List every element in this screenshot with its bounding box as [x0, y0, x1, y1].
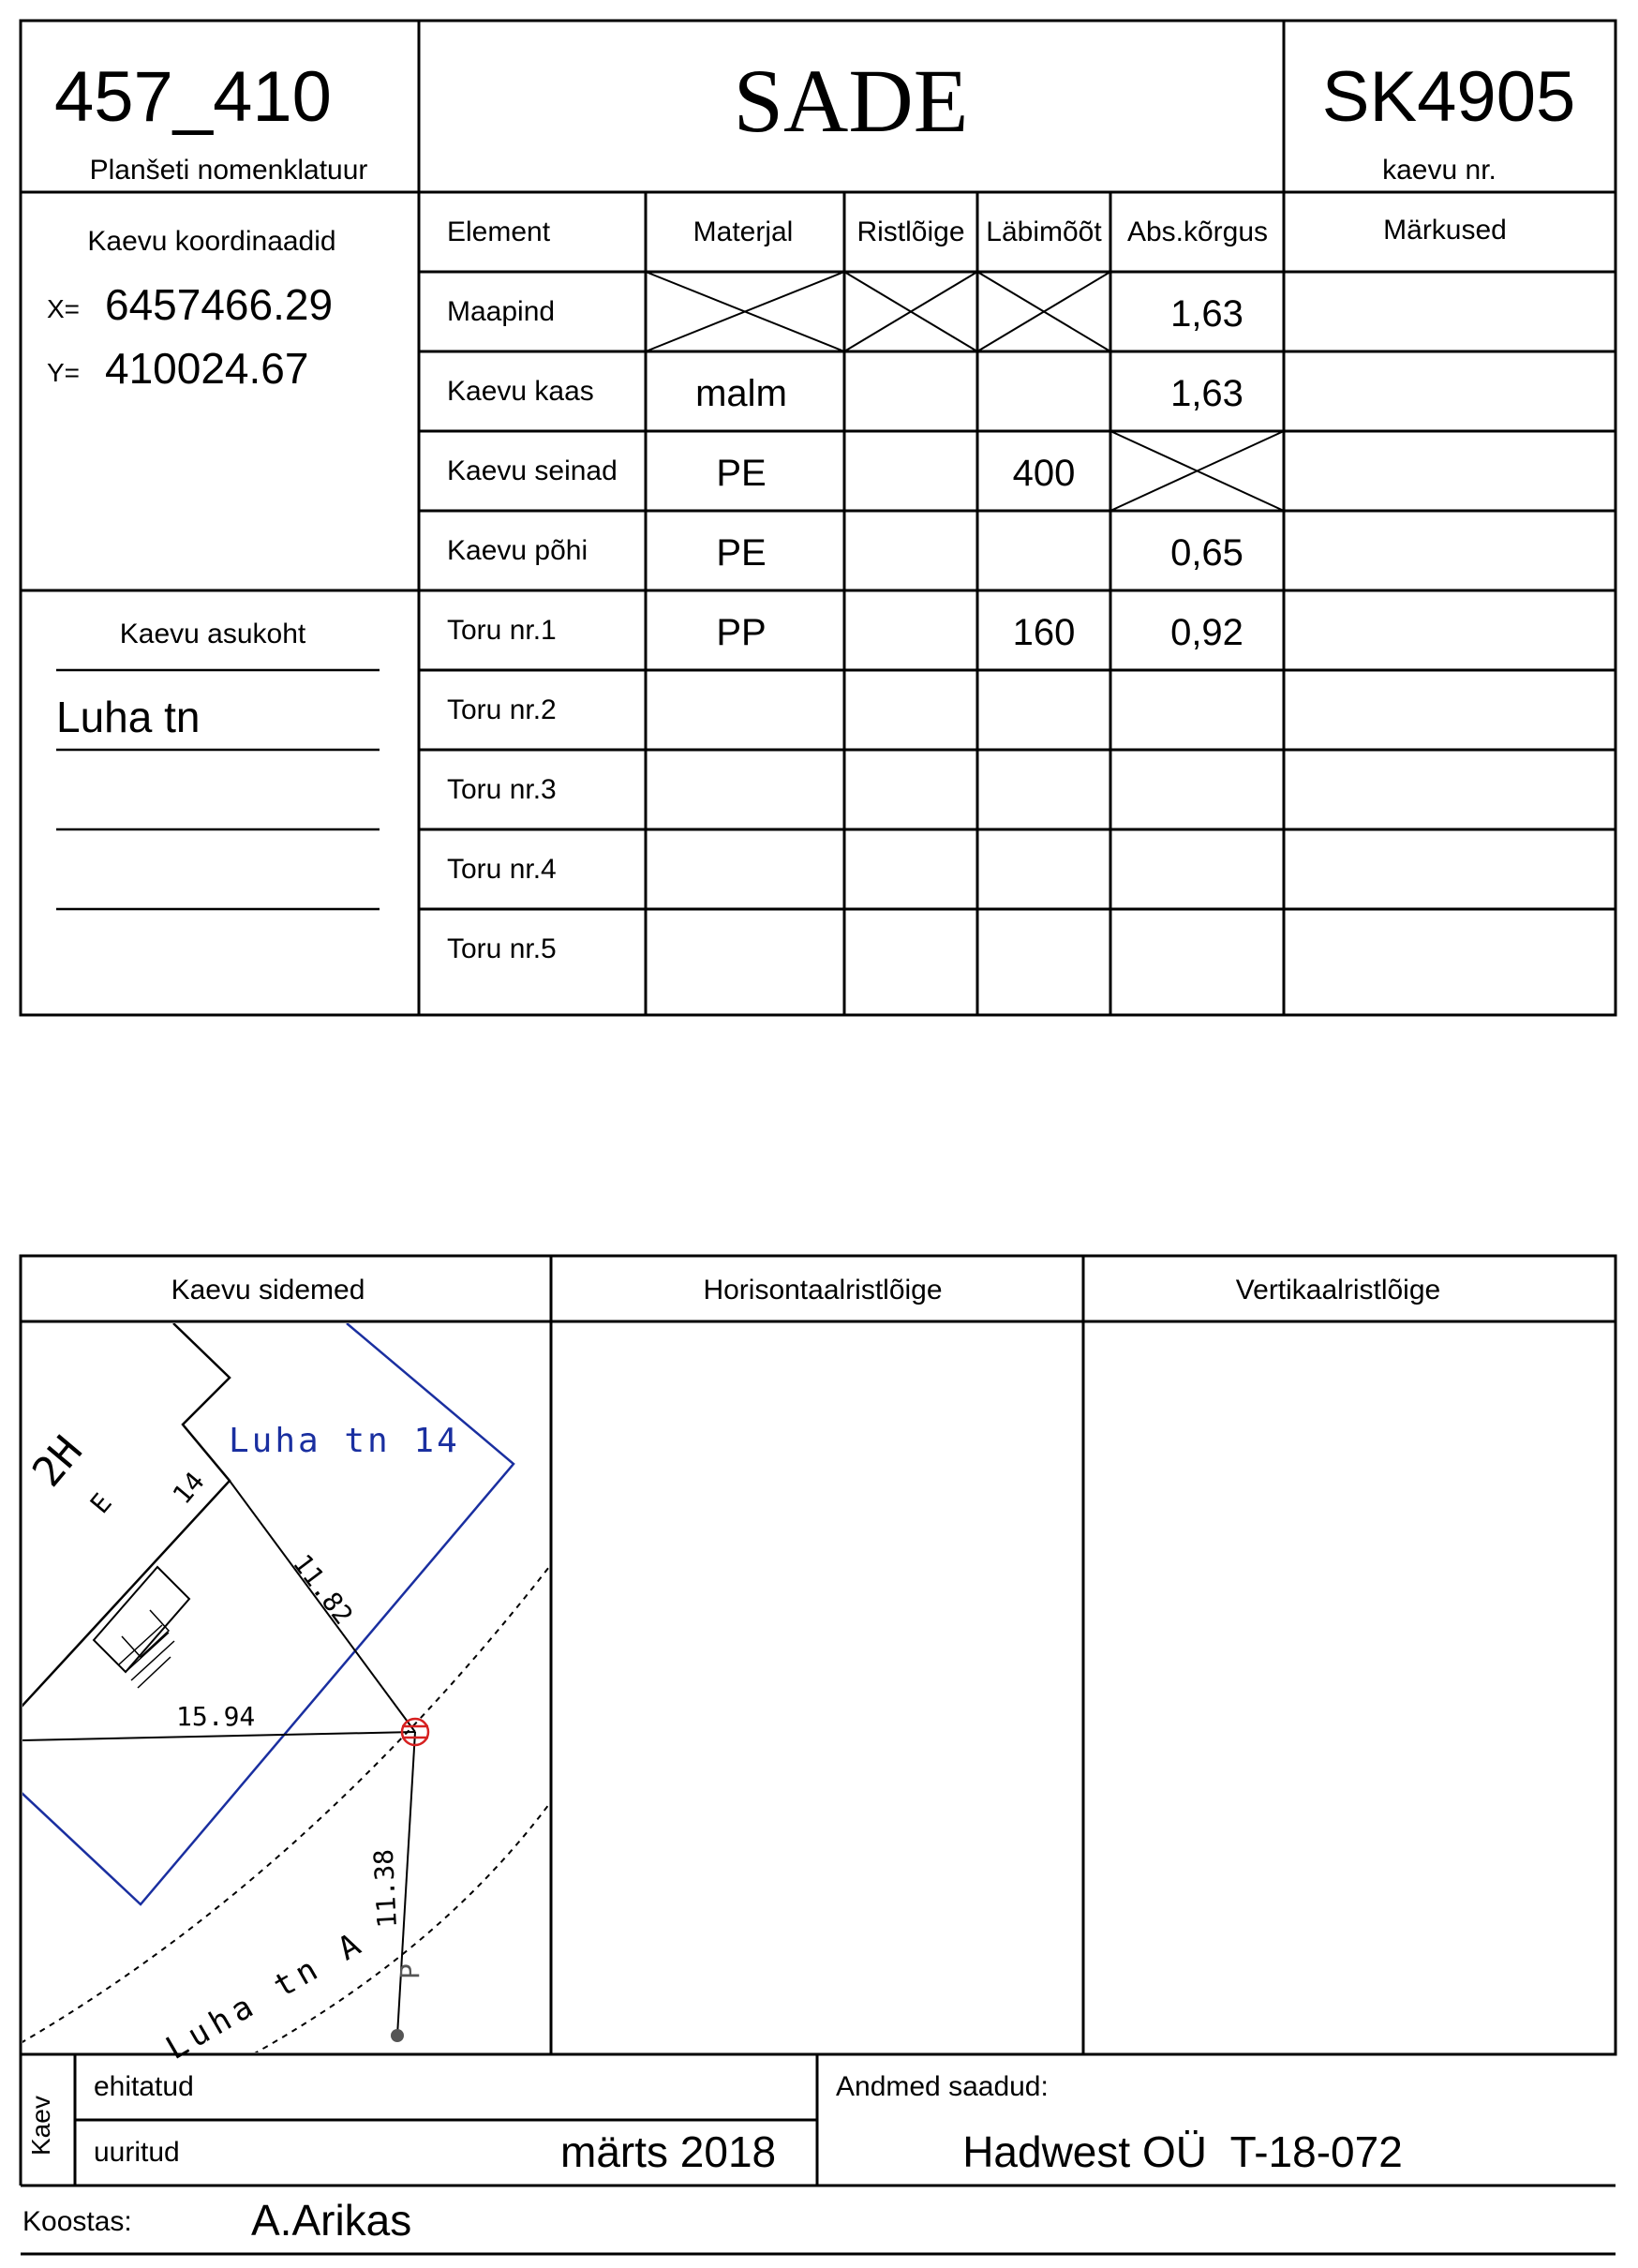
row-element: Toru nr.1 — [447, 615, 557, 646]
sheet-caption: Planšeti nomenklatuur — [89, 155, 368, 186]
source-label: Andmed saadud: — [836, 2071, 1049, 2102]
dimension-1: 11.82 — [287, 1548, 360, 1631]
y-value: 410024.67 — [105, 344, 309, 393]
row-abs-height: 0,65 — [1170, 532, 1243, 574]
dimension-3: 11.38 — [367, 1848, 403, 1930]
row-abs-height: 0,92 — [1170, 612, 1243, 653]
row-element: Kaevu kaas — [447, 376, 594, 407]
row-abs-height: 1,63 — [1170, 293, 1243, 335]
row-abs-height: 1,63 — [1170, 373, 1243, 414]
col-header-abs-height: Abs.kõrgus — [1126, 216, 1269, 247]
location-line-1: Luha tn — [56, 693, 201, 741]
row-element: Toru nr.3 — [447, 774, 557, 805]
row-element: Toru nr.5 — [447, 933, 557, 964]
col-header-diameter: Läbimõõt — [986, 216, 1102, 247]
row-material: malm — [695, 373, 787, 414]
row-element: Toru nr.2 — [447, 694, 557, 725]
row-diameter: 400 — [1012, 453, 1076, 494]
col-header-element: Element — [447, 216, 551, 247]
author-label: Koostas: — [22, 2206, 132, 2237]
x-label: X= — [47, 294, 81, 323]
street-label: Luha tn A — [159, 1923, 372, 2068]
author-value: A.Arikas — [251, 2196, 412, 2245]
street-sub-label: P — [395, 1963, 425, 1979]
dimension-2: 15.94 — [176, 1701, 256, 1732]
surveyed-label: uuritud — [94, 2137, 180, 2168]
source-value: Hadwest OÜ T-18-072 — [962, 2127, 1403, 2176]
lower-frame — [21, 1256, 1616, 2054]
row-material: PE — [716, 532, 767, 574]
panel-title-horizontal: Horisontaalristlõige — [703, 1275, 943, 1306]
panel-title-links: Kaevu sidemed — [171, 1275, 365, 1306]
row-element: Kaevu põhi — [447, 535, 588, 566]
row-material: PP — [716, 612, 767, 653]
page-title: SADE — [733, 51, 969, 151]
panel-title-vertical: Vertikaalristlõige — [1235, 1275, 1441, 1306]
col-header-cross-section: Ristlõige — [856, 216, 965, 247]
built-label: ehitatud — [94, 2071, 194, 2102]
sheet-number: 457_410 — [54, 57, 332, 137]
house-label: 2H — [22, 1426, 93, 1497]
col-header-material: Materjal — [692, 216, 794, 247]
well-number: SK4905 — [1321, 57, 1576, 137]
well-caption: kaevu nr. — [1382, 155, 1497, 186]
surveyed-value: märts 2018 — [560, 2127, 777, 2176]
parcel-label: Luha tn 14 — [229, 1422, 460, 1460]
house-sub-label: E — [83, 1487, 118, 1520]
row-element: Toru nr.4 — [447, 854, 557, 885]
row-element: Maapind — [447, 296, 556, 327]
col-header-notes: Märkused — [1383, 215, 1507, 246]
reference-point-icon — [391, 2029, 404, 2042]
location-label: Kaevu asukoht — [119, 619, 306, 649]
kaev-label: Kaev — [26, 2096, 55, 2156]
row-diameter: 160 — [1012, 612, 1076, 653]
house-number: 14 — [166, 1466, 211, 1511]
row-element: Kaevu seinad — [447, 455, 618, 486]
x-value: 6457466.29 — [105, 280, 334, 329]
coordinates-label: Kaevu koordinaadid — [87, 226, 336, 257]
y-label: Y= — [47, 358, 81, 387]
row-material: PE — [716, 453, 767, 494]
